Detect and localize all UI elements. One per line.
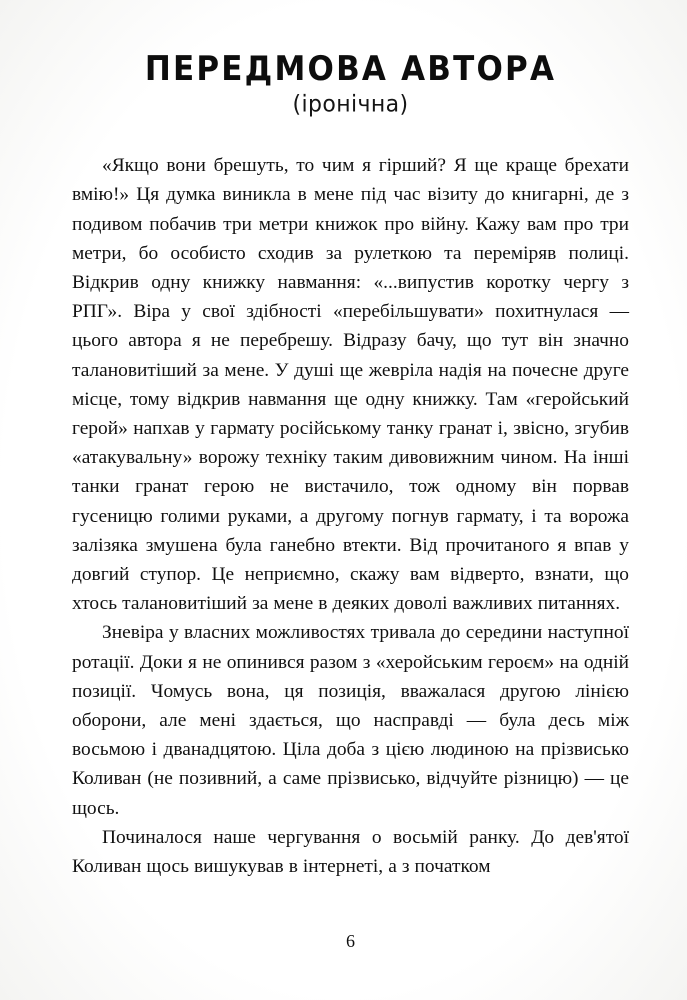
paragraph: «Якщо вони брешуть, то чим я гірший? Я ще краще брехати вмію!» Ця думка виникла в мене під час візиту до книгарні, де з подивом побачив три метри книжок про війну. Кажу вам про три метри, бо особисто сходив за рулеткою та переміряв полиці. Відкрив одну книжку навмання: «...випустив коротку чергу з РПГ». Віра у свої здібності «перебільшувати» похитнулася — цього автора я не перебрешу. Відразу бачу, що тут він значно талановитіший за мене. У душі ще жевріла надія на почесне друге місце, тому відкрив навмання ще одну книжку. Там «геройський герой» напхав у гармату російському танку гранат і, звісно, згубив «атакувальну» ворожу техніку таким дивовижним чином. На інші танки гранат герою не вистачило, тож одному він порвав гусеницю голими руками, а другому погнув гармату, і та ворожа залізяка змушена була ганебно втекти. Від прочитаного я впав у довгий ступор. Це неприємно, скажу вам відверто, взнати, що хтось талановитіший за мене в деяких доволі важливих питаннях. [72,155,629,615]
page-content-area [72,49,629,960]
paragraph: Починалося наше чергування о восьмій ранку. До дев'ятої Коливан щось вишукував в інтернеті, а з початком [72,826,629,877]
page-title: ПЕРЕДМОВА АВТОРА [144,49,557,89]
body-text [72,151,629,881]
page-number: 6 [346,931,355,951]
paragraph: Зневіра у власних можливостях тривала до середини наступної ротації. Доки я не опинився разом з «херойським героєм» на одній позиції. Чомусь вона, ця позиція, вважалася другою лінією оборони, але мені здається, що насправді — була десь між восьмою і дванадцятою. Ціла доба з цією людиною на прізвисько Коливан (не позивний, а саме прізвисько, відчуйте різницю) — це щось. [72,622,629,819]
chapter-heading-block [72,49,629,118]
chapter-subtitle: (іронічна) [292,91,409,118]
